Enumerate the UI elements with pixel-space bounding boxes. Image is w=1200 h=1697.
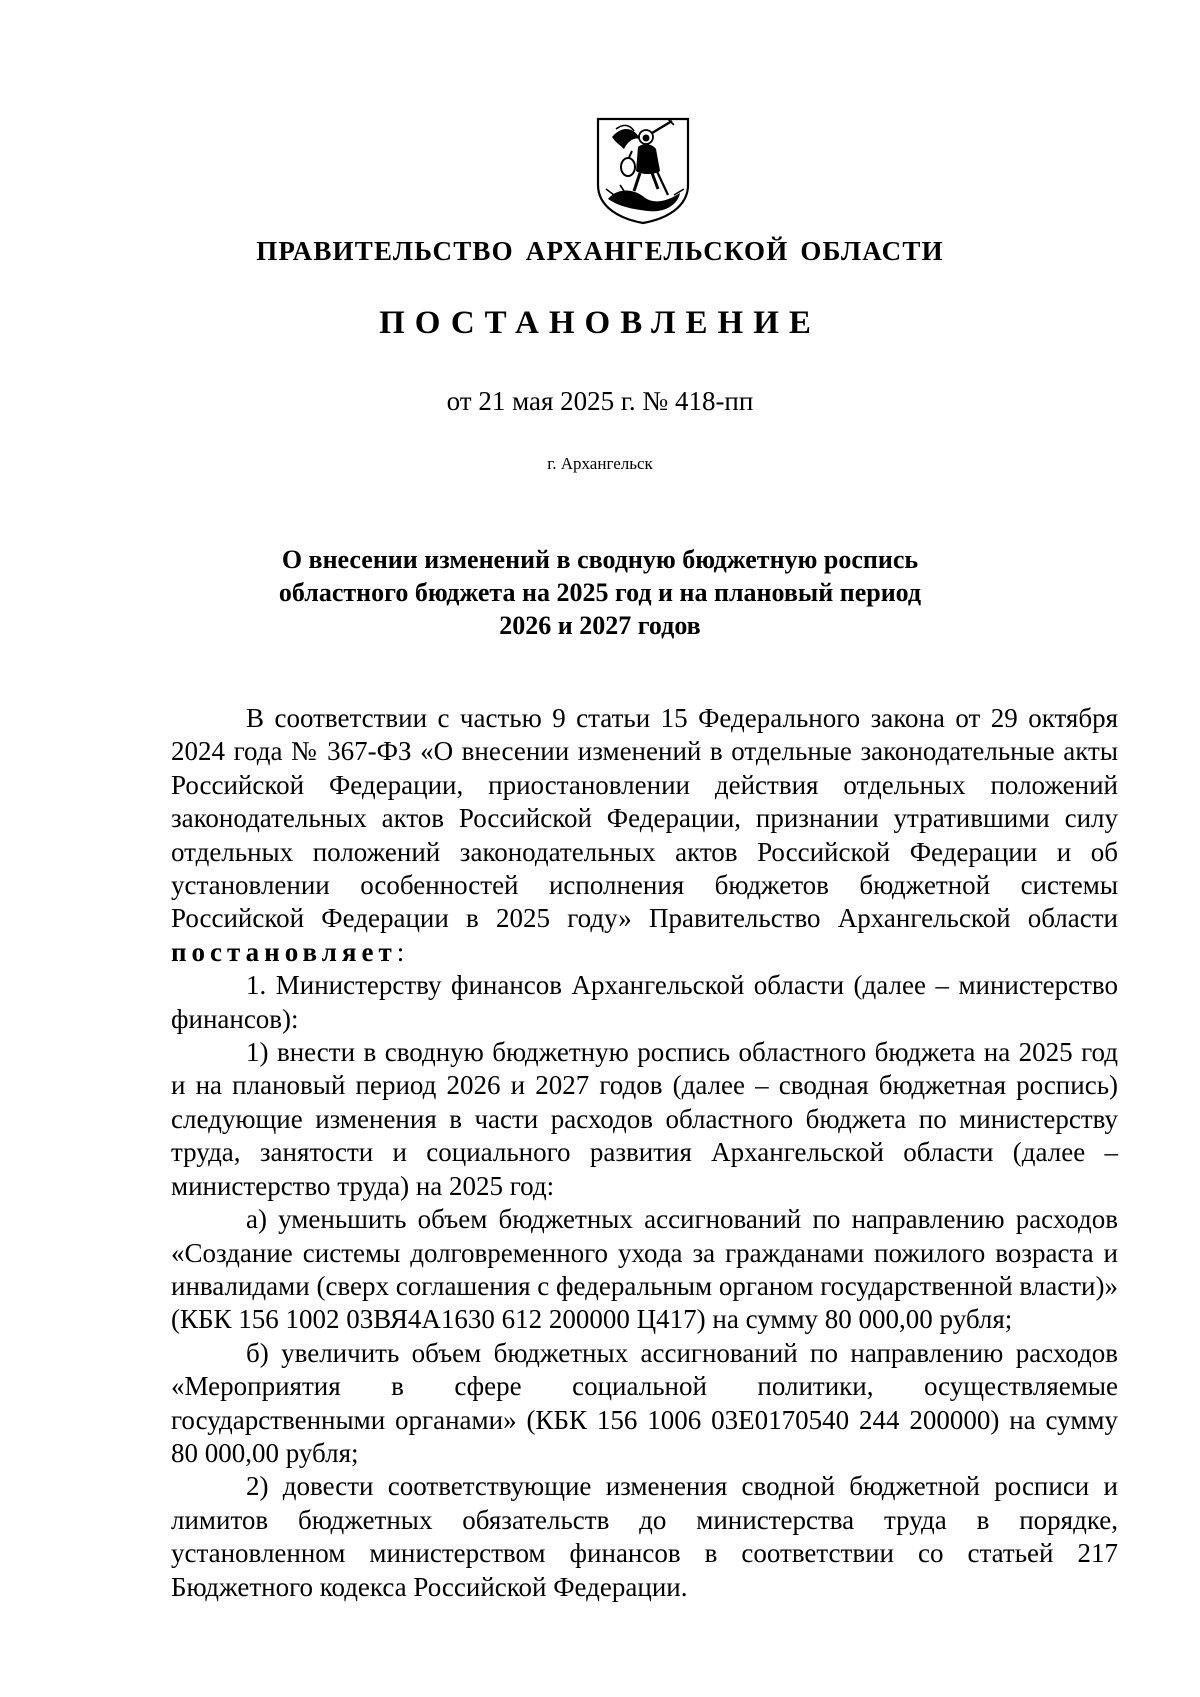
item-1-1-b-paragraph: б) увеличить объем бюджетных ассигнований по направлению расходов «Мероприятия в сфере социальной политики, осуществляемые государственными органами» (КБК 156 1006 03Е0170540 244 200000) на сумму 80 000,00 рубля; (171, 1337, 1118, 1468)
document-body (171, 702, 1118, 1604)
item-1-paragraph: 1. Министерству финансов Архангельской области (далее – министерство финансов): (171, 970, 1118, 1034)
resolves-colon: : (396, 936, 405, 967)
title-line: О внесении изменений в сводную бюджетную роспись (281, 545, 919, 574)
item-1-1-a-paragraph: а) уменьшить объем бюджетных ассигнований по направлению расходов «Создание системы долговременного ухода за гражданами пожилого возраста и инвалидами (сверх соглашения с федеральным органом государственной власти)» (КБК 156 1002 03ВЯ4А1630 612 200000 Ц417) на сумму 80 000,00 рубля; (171, 1204, 1118, 1335)
item-1-2-paragraph: 2) довести соответствующие изменения сводной бюджетной росписи и лимитов бюджетных обязательств до министерства труда в порядке, установленном министерством финансов в соответствии со статьей 217 Бюджетного кодекса Российской Федерации. (171, 1471, 1118, 1602)
title-line: областного бюджета на 2025 год и на плановый период (278, 578, 922, 607)
date-and-number: от 21 мая 2025 г. № 418-пп (446, 386, 754, 416)
organization-name: ПРАВИТЕЛЬСТВО АРХАНГЕЛЬСКОЙ ОБЛАСТИ (256, 236, 944, 266)
city-name: г. Архангельск (547, 454, 653, 473)
item-1-1-paragraph: 1) внести в сводную бюджетную роспись областного бюджета на 2025 год и на плановый период 2026 и 2027 годов (далее – сводная бюджетная роспись) следующие изменения в части расходов областного бюджета по министерству труда, занятости и социального развития Архангельской области (далее – министерство труда) на 2025 год: (171, 1037, 1118, 1201)
document-type: ПОСТАНОВЛЕНИЕ (379, 305, 821, 341)
document-title (0, 543, 1200, 642)
coat-of-arms-icon (594, 115, 692, 225)
title-line: 2026 и 2027 годов (499, 611, 701, 640)
preamble-paragraph (171, 702, 1118, 969)
preamble-text: В соответствии с частью 9 статьи 15 Федерального закона от 29 октября 2024 года № 367-ФЗ «О внесении изменений в отдельные законодательные акты Российской Федерации, приостановлении действия отдельных положений законодательных актов Российской Федерации, признании утратившими силу отдельных положений законодательных актов Российской Федерации и об установлении особенностей исполнения бюджетов бюджетной системы Российской Федерации в 2025 году» Правительство Архангельской области (171, 703, 1118, 934)
resolves-word: постановляет (171, 936, 397, 967)
